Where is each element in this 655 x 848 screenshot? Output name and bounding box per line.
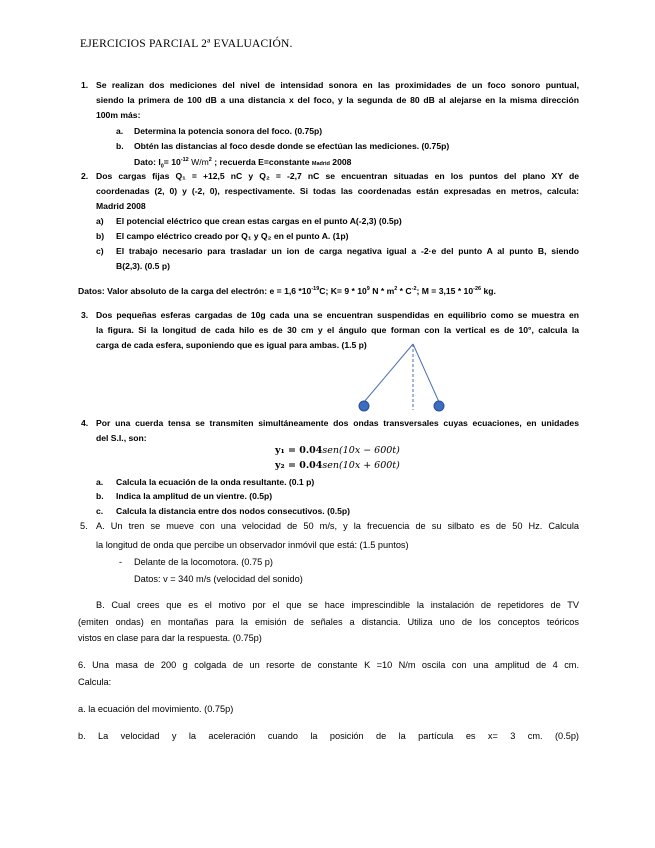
exercise-1-a-text: Determina la potencia sonora del foco. (0.75p) <box>134 126 323 136</box>
pendulum-figure <box>350 340 460 420</box>
exercise-4-a-text: Calcula la ecuación de la onda resultante. (0.1 p) <box>116 477 315 487</box>
exercise-5-b-line-1: B. Cual crees que es el motivo por el que se hace imprescindible la instalación de repetidores de TV <box>96 600 579 610</box>
exercise-4-c-text: Calcula la distancia entre dos nodos consecutivos. (0.5p) <box>116 506 351 516</box>
wave-equation-2: y₂ = 0.04sen(10x + 600t) <box>275 460 400 471</box>
exercise-4-c-label: c. <box>96 506 104 516</box>
exercise-5-datos: Datos: v = 340 m/s (velocidad del sonido) <box>134 574 303 584</box>
exercise-3-line-2: la figura. Si la longitud de cada hilo es de 30 cm y el ángulo que forman con la vertical es de 10°, calcula la <box>96 325 579 335</box>
exercise-1-b-text: Obtén las distancias al foco desde donde se efectúan las mediciones. (0.75p) <box>134 141 450 151</box>
exercise-2-c-text-2: B(2,3). (0.5 p) <box>116 261 170 271</box>
exercise-4-line-2: del S.I., son: <box>96 433 147 443</box>
exercise-1-line-1: Se realizan dos mediciones del nivel de intensidad sonora en las proximidades de un foco sonoro puntual, <box>96 80 579 90</box>
wave-equation-1: y₁ = 0.04sen(10x − 600t) <box>275 445 400 456</box>
exercise-2-c-label: c) <box>96 246 104 256</box>
exercise-4-number: 4. <box>81 418 89 428</box>
exercise-4-b-text: Indica la amplitud de un vientre. (0.5p) <box>116 491 273 501</box>
page-title: EJERCICIOS PARCIAL 2ª EVALUACIÓN. <box>80 38 293 50</box>
exercise-2-line-2: coordenadas (2, 0) y (-2, 0), respectivamente. Si todas las coordenadas están expresadas en metros, calcula: <box>96 186 579 196</box>
exercise-2-line-3: Madrid 2008 <box>96 201 146 211</box>
exercise-3-line-1: Dos pequeñas esferas cargadas de 10g cada una se encuentran suspendidas en equilibrio como se muestra en <box>96 310 579 320</box>
exercise-5-number: 5. <box>80 521 88 531</box>
exercise-3-number: 3. <box>81 310 89 320</box>
right-sphere <box>434 401 444 411</box>
exercise-6-b: b. La velocidad y la aceleración cuando la posición de la partícula es x= 3 cm. (0.5p) <box>78 731 579 741</box>
exercise-5-b-line-2: (emiten ondas) en montañas para la emisión de señales a distancia. Utiliza uno de los conceptos teóricos <box>78 617 579 627</box>
exercise-3-line-3: carga de cada esfera, suponiendo que es igual para ambas. (1.5 p) <box>96 340 367 350</box>
right-thread <box>413 344 439 402</box>
exercise-1-line-3: 100m más: <box>96 110 141 120</box>
exercise-4-line-1: Por una cuerda tensa se transmiten simultáneamente dos ondas transversales cuyas ecuaciones, en unidades <box>96 418 579 428</box>
exercise-1-number: 1. <box>81 80 89 90</box>
exercise-2-line-1: Dos cargas fijas Q₁ = +12,5 nC y Q₂ = -2,7 nC se encuentran situadas en los puntos del plano XY de <box>96 171 579 181</box>
exercise-5-item: Delante de la locomotora. (0.75 p) <box>134 557 273 567</box>
exercise-1-a-label: a. <box>116 126 124 136</box>
exercise-1-b-label: b. <box>116 141 124 151</box>
exercise-6-a: a. la ecuación del movimiento. (0.75p) <box>78 704 234 714</box>
exercise-2-a-text: El potencial eléctrico que crean estas cargas en el punto A(-2,3) (0.5p) <box>116 216 402 226</box>
exercise-5-line-2: la longitud de onda que percibe un observador inmóvil que está: (1.5 puntos) <box>96 540 409 550</box>
left-sphere <box>359 401 369 411</box>
exercise-5-b-line-3: vistos en clase para dar la respuesta. (0.75p) <box>78 633 262 643</box>
exercise-1-line-2: siendo la primera de 100 dB a una distancia x del foco, y la segunda de 80 dB al alejarse en la misma dirección <box>96 95 579 105</box>
exercise-4-a-label: a. <box>96 477 104 487</box>
exercise-6-line-1: 6. Una masa de 200 g colgada de un resorte de constante K =10 N/m oscila con una amplitud de 4 cm. <box>78 660 579 670</box>
exercise-2-a-label: a) <box>96 216 104 226</box>
exercise-6-line-2: Calcula: <box>78 677 112 687</box>
exercise-2-b-label: b) <box>96 231 105 241</box>
exercise-5-line-1: A. Un tren se mueve con una velocidad de 50 m/s, y la frecuencia de su silbato es de 50 Hz. Calcula <box>96 521 579 531</box>
exercise-5-dash: - <box>119 557 123 567</box>
constants-data: Datos: Valor absoluto de la carga del electrón: e = 1,6 $*10^{-19}C$; $K= 9 * 10^9$ N * $m^2 * C^{-2}$; $M = 3,15 * 10^{-26}$ kg. <box>78 285 496 296</box>
exercise-4-b-label: b. <box>96 491 104 501</box>
exercise-2-b-text: El campo eléctrico creado por Q₁ y Q₂ en el punto A. (1p) <box>116 231 349 241</box>
exercise-2-number: 2. <box>81 171 89 181</box>
exercise-2-c-text-1: El trabajo necesario para trasladar un ion de carga negativa igual a -2·e del punto A al punto B, siendo <box>116 246 579 256</box>
exercise-1-data: Dato: $I_0= 10^{-12}$ $W/m^2$ ; recuerda E=constante Madrid 2008 <box>134 156 352 170</box>
left-thread <box>364 344 413 402</box>
